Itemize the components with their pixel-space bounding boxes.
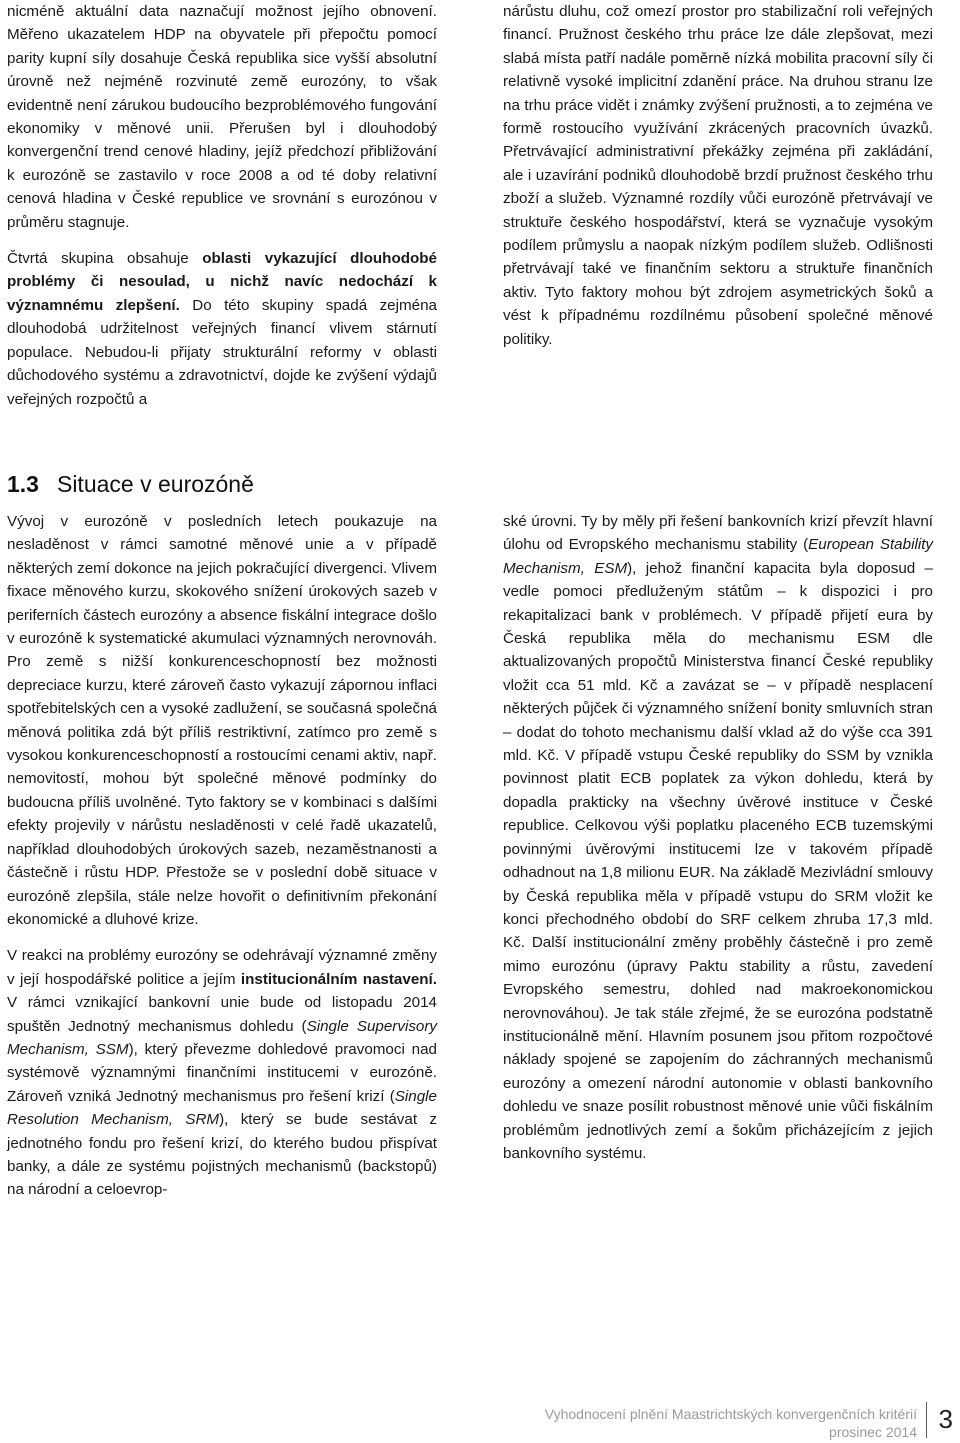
page-number: 3 bbox=[938, 1404, 953, 1434]
section-title: Situace v eurozóně bbox=[56, 471, 254, 497]
footer-date: prosinec 2014 bbox=[829, 1424, 917, 1440]
top-right-column bbox=[503, 0, 933, 351]
paragraph: V reakci na problémy eurozóny se odehrávají významné změny v její hospodářské politice a jejím institucionálním nastavení. V rámci vznikající bankovní unie bude od listopadu 2014 spuštěn Jednotný mechanismus dohledu (Single Supervisory Mechanism, SSM), který převezme dohledové pravomoci nad systémově významnými finančními institucemi v eurozóně. Zároveň vzniká Jednotný mechanismus pro řešení krizí (Single Resolution Mechanism, SRM), který se bude sestávat z jednotného fondu pro řešení krizí, do kterého budou přispívat banky, a dále ze systému pojistných mechanismů (backstopů) na národní a celoevrop- bbox=[7, 947, 438, 1199]
footer-title: Vyhodnocení plnění Maastrichtských konvergenčních kritérií bbox=[544, 1406, 917, 1422]
section-heading bbox=[7, 470, 437, 498]
paragraph: Čtvrtá skupina obsahuje oblasti vykazující dlouhodobé problémy či nesoulad, u nichž navíc nedochází k významnému zlepšení. Do této skupiny spadá zejména dlouhodobá udržitelnost veřejných financí vlivem stárnutí populace. Nebudou-li přijaty strukturální reformy v oblasti důchodového systému a zdravotnictví, dojde ke zvýšení výdajů veřejných rozpočtů a bbox=[7, 250, 437, 408]
bottom-left-column bbox=[7, 510, 437, 1202]
paragraph: nárůstu dluhu, což omezí prostor pro stabilizační roli veřejných financí. Pružnost českého trhu práce lze dále zlepšovat, mezi slabá místa patří nadále poměrně nízká mobilita pracovní síly či relativně vysoké implicitní zdanění práce. Na druhou stranu lze na trhu práce vidět i známky zvýšení pružnosti, a to zejména ve formě rostoucího využívání zkrácených pracovních úvazků. Přetrvávající administrativní překážky zejména při zakládání, ale i uzavírání podniků dlouhodobě brzdí pružnost českého trhu zboží a služeb. Významné rozdíly vůči eurozóně přetrvávají ve struktuře českého hospodářství, která se vyznačuje vysokým podílem průmyslu a naopak nízkým podílem služeb. Odlišnosti přetrvávají také ve finančním sektoru a struktuře finančních aktiv. Tyto faktory mohou být zdrojem asymetrických šoků a vést k případnému rozdílnému působení společné měnové politiky. bbox=[503, 3, 933, 348]
paragraph: nicméně aktuální data naznačují možnost jejího obnovení. Měřeno ukazatelem HDP na obyvatele při přepočtu pomocí parity kupní síly dosahuje Česká republika sice vyšší absolutní úrovně než nejméně rozvinuté země eurozóny, to však evidentně není zárukou budoucího bezproblémového fungování ekonomiky v měnové unii. Přerušen byl i dlouhodobý konvergenční trend cenové hladiny, jejíž předchozí přibližování k eurozóně se zastavilo v roce 2008 a od té doby relativní cenová hladina v České republice ve srovnání s eurozónou v průměru stagnuje. bbox=[7, 3, 437, 231]
top-left-column bbox=[7, 0, 437, 411]
section-number: 1.3 bbox=[7, 471, 39, 497]
page-footer bbox=[450, 1400, 955, 1440]
footer-divider bbox=[926, 1402, 927, 1438]
paragraph: ské úrovni. Ty by měly při řešení bankovních krizí převzít hlavní úlohu od Evropského mechanismu stability (European Stability Mechanism, ESM), jehož finanční kapacita byla doposud – vedle pomoci předluženým státům – k dispozici i pro rekapitalizaci bank v problémech. V případě přijetí eura by Česká republika měla do mechanismu ESM dle aktualizovaných propočtů Ministerstva financí České republiky vložit cca 51 mld. Kč a zavázat se – v případě nesplacení některých půjček či významného snížení bonity smluvních stran – dodat do tohoto mechanismu další vklad až do výše cca 391 mld. Kč. V případě vstupu České republiky do SSM by vznikla povinnost platit ECB poplatek za výkon dohledu, která by dopadla prakticky na všechny úvěrové instituce v České republice. Celkovou výši poplatku placeného ECB tuzemskými povinnými úvěrovými institucemi lze v takovém případě odhadnout na 1,8 milionu EUR. Na základě Mezivládní smlouvy by Česká republika měla v případě vstupu do SRM vložit ke konci přechodného období do SRF celkem zhruba 17,3 mld. Kč. Další institucionální změny proběhly částečně i pro země mimo eurozónu (úpravy Paktu stability a růstu, zavedení Evropského semestru, dohled nad makroekonomickou nerovnováhou). Je tak stále zřejmé, že se eurozóna podstatně institucionálně mění. Hlavním posunem jsou přitom rozpočtové náklady spojené se zapojením do záchranných mechanismů eurozóny a omezení národní autonomie v oblasti bankovního dohledu ve snaze posílit robustnost měnové unie vůči fiskálním problémům jednotlivých zemí a šokům přicházejícím z jejich bankovního systému. bbox=[503, 513, 934, 1162]
paragraph: Vývoj v eurozóně v posledních letech poukazuje na nesladěnost v rámci samotné měnové unie a v případě některých zemí dokonce na jejich pokračující divergenci. Vlivem fixace měnového kurzu, skokového snížení úrokových sazeb v periferních částech eurozóny a absence fiskální integrace došlo v eurozóně k systematické akumulaci významných nerovnováh. Pro země s nižší konkurenceschopností bez možnosti depreciace kurzu, které zároveň často vykazují zápornou inflaci spotřebitelských cen a vysoké zadlužení, se současná společná měnová politika zdá být příliš restriktivní, zatímco pro země s vysokou konkurenceschopností a rostoucími cenami aktiv, např. nemovitostí, mohou být společné měnové podmínky do budoucna příliš uvolněné. Tyto faktory se v kombinaci s dalšími efekty projevily v nárůstu nesladěnosti v celé řadě ukazatelů, například dlouhodobých úrokových sazeb, nezaměstnanosti a částečně i růstu HDP. Přestože se v poslední době situace v eurozóně zlepšila, stále nelze hovořit o definitivním překonání ekonomické a dluhové krize. bbox=[7, 513, 437, 928]
bottom-right-column bbox=[503, 510, 933, 1165]
